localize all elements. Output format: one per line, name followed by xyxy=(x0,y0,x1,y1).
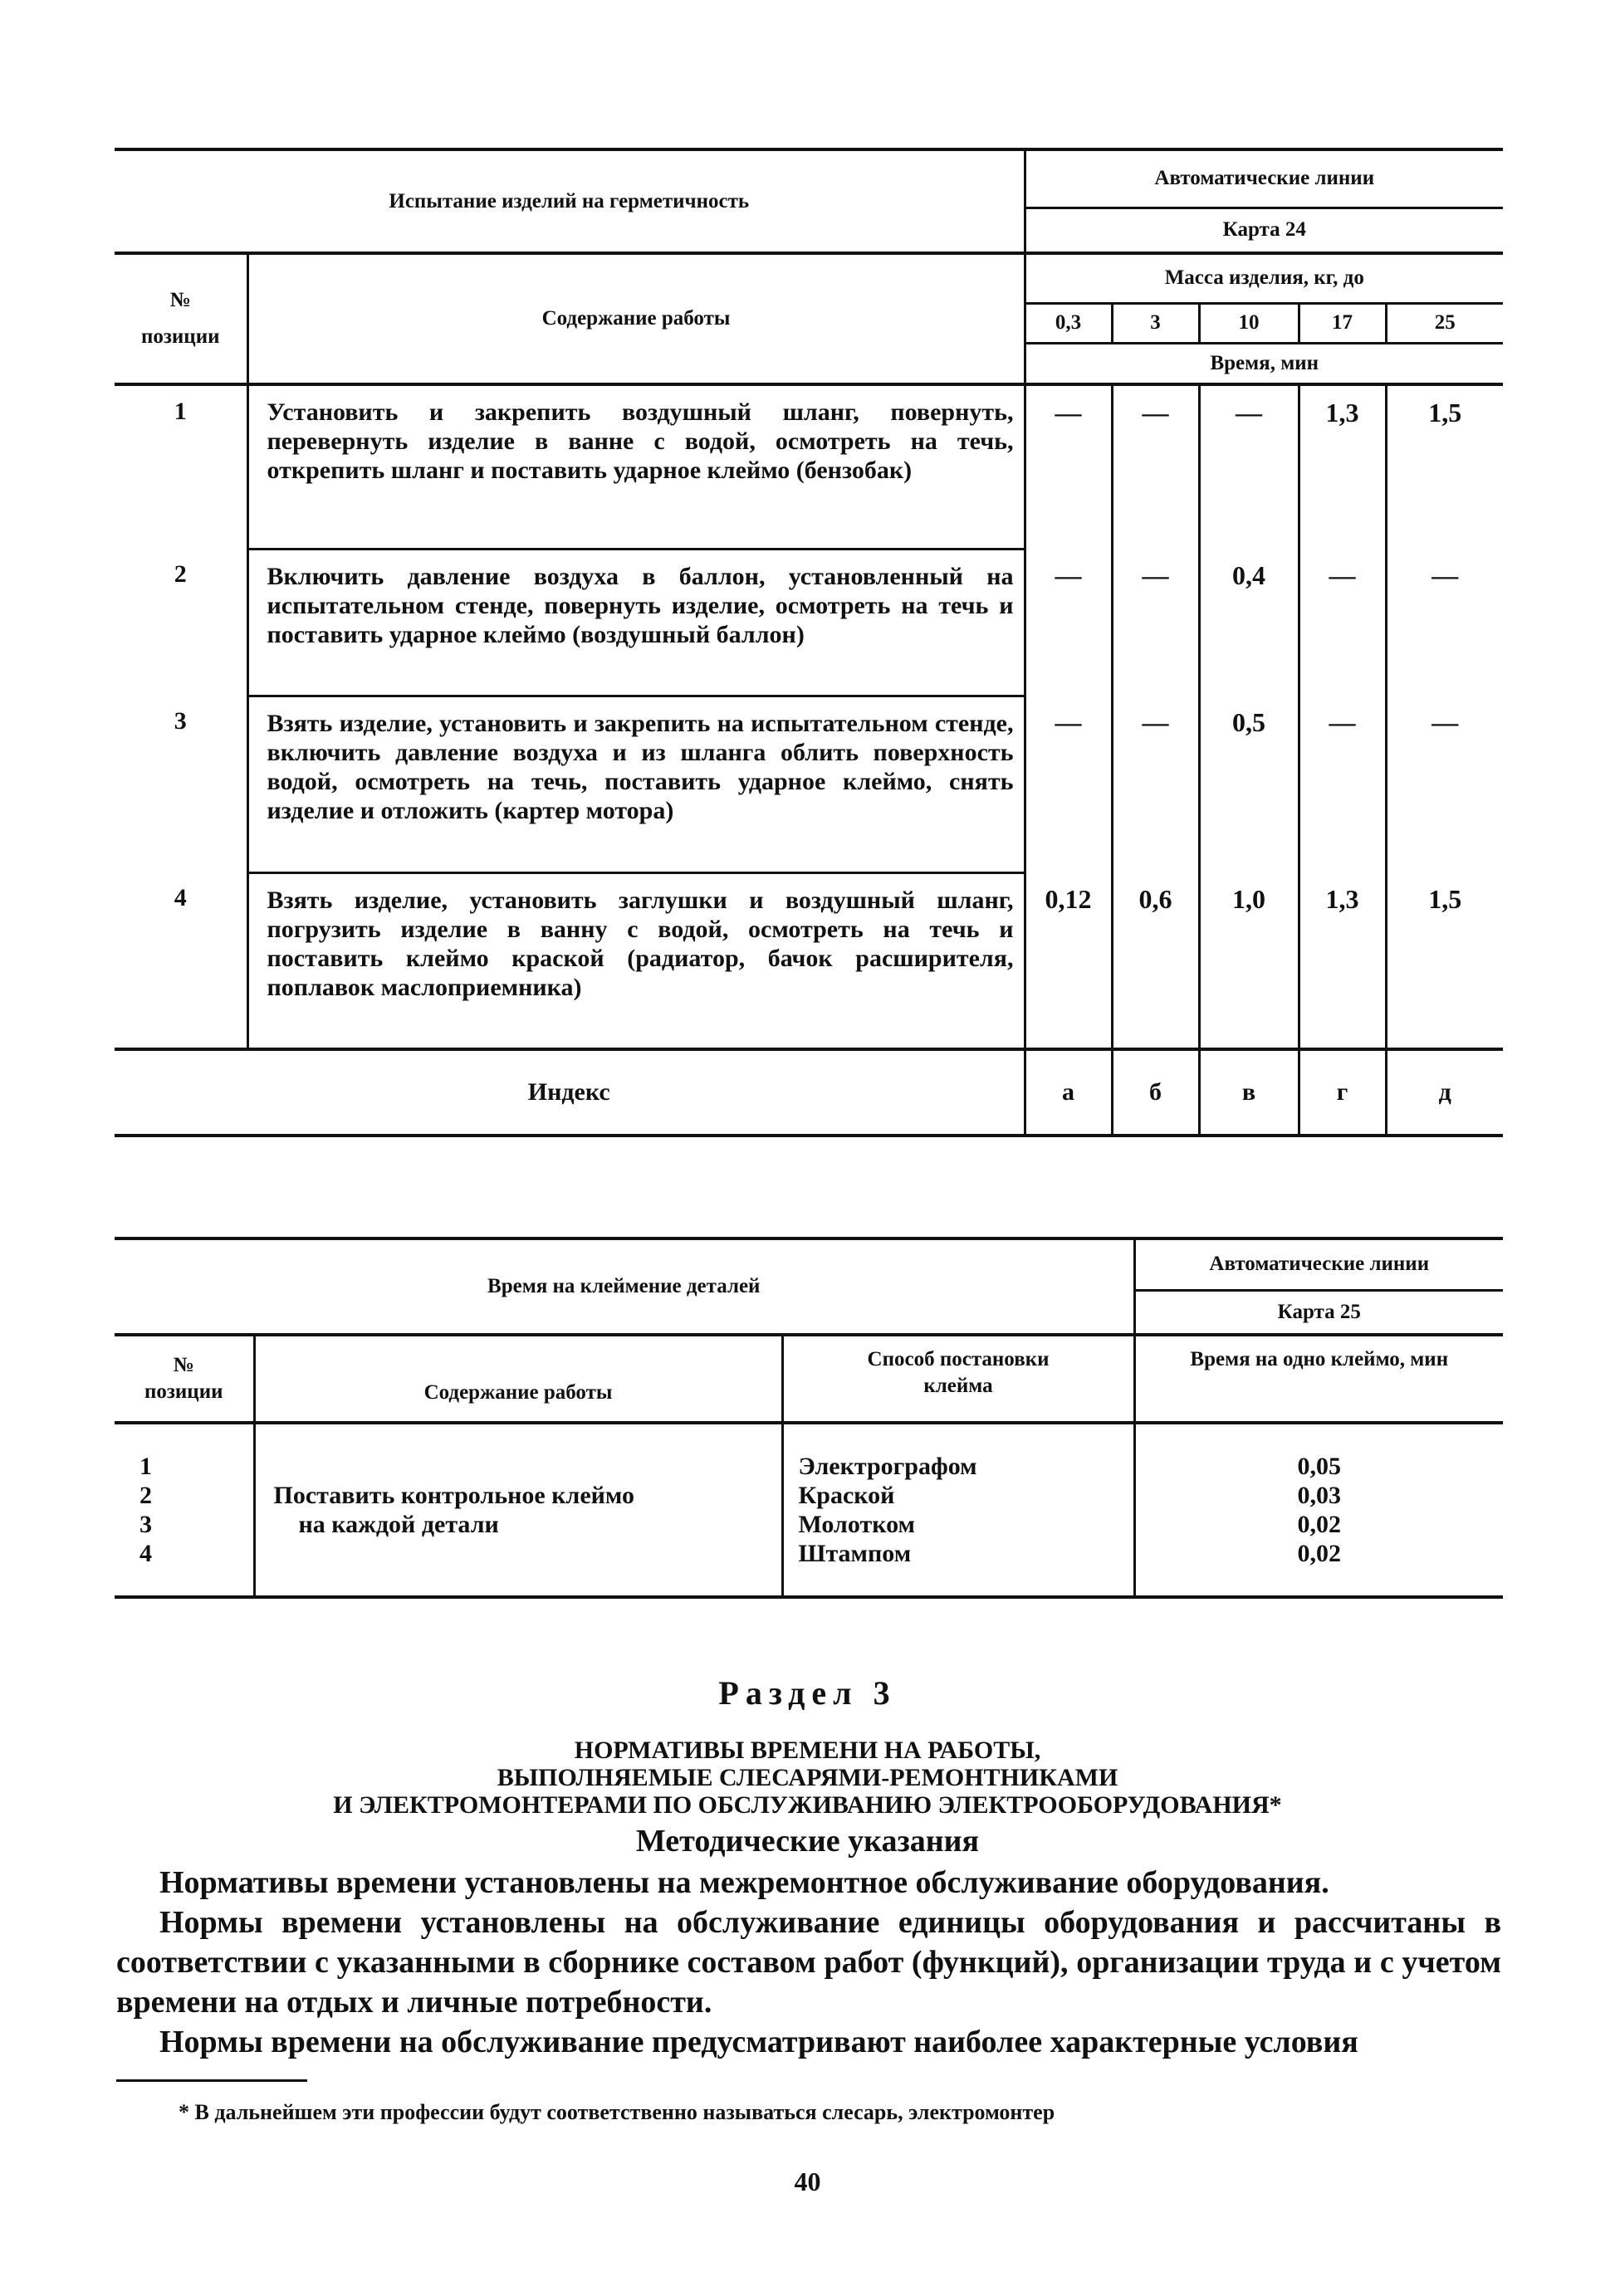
paragraph-1: Нормативы времени установлены на межремонтное обслуживание оборудования. xyxy=(159,1865,1329,1900)
card-25-category: Автоматические линии xyxy=(1134,1238,1503,1290)
row-value: 0,4 xyxy=(1199,549,1299,696)
index-label: Индекс xyxy=(115,1049,1025,1136)
card-25-title: Время на клеймение деталей xyxy=(115,1238,1134,1335)
table-row xyxy=(115,549,1503,696)
row-positions: 1 2 3 4 xyxy=(115,1423,254,1597)
method-header: Способ постановки клейма xyxy=(782,1335,1134,1423)
table-row xyxy=(115,872,1503,1049)
row-text: Поставить контрольное клеймо на каждой детали xyxy=(254,1423,782,1597)
row-text: Установить и закрепить воздушный шланг, повернуть, перевернуть изделие в ванне с водой, осмотреть на течь, открепить шланг и поставить ударное клеймо (бензобак) xyxy=(247,384,1025,549)
index-value: в xyxy=(1199,1049,1299,1136)
row-value: — xyxy=(1025,696,1112,872)
row-position: 4 xyxy=(115,872,247,1049)
mass-value: 25 xyxy=(1386,303,1503,343)
row-value: — xyxy=(1431,707,1459,737)
card-25-label: Карта 25 xyxy=(1134,1290,1503,1335)
mass-value: 3 xyxy=(1112,303,1199,343)
row-position: 1 xyxy=(115,384,247,549)
paragraph-2: Нормы времени установлены на обслуживание единицы оборудования и рассчитаны в соответствии с указанными в сборнике составом работ (функций), организации труда и с учетом времени на отдых и личные потребности. xyxy=(116,1905,1501,2020)
time-header: Время, мин xyxy=(1025,343,1503,384)
section-subtitle: Методические указания xyxy=(635,1824,980,1859)
row-text: Взять изделие, установить и закрепить на испытательном стенде, включить давление воздуха и из шланга облить поверхность водой, осмотреть на течь, поставить ударное клеймо, снять изделие и отложить (картер мотора) xyxy=(247,696,1025,872)
card-24-label: Карта 24 xyxy=(1025,208,1503,253)
paragraph-3: Нормы времени на обслуживание предусматривают наиболее характерные условия xyxy=(159,2025,1358,2059)
index-value: а xyxy=(1025,1049,1112,1136)
index-row xyxy=(115,1049,1503,1136)
row-text: Включить давление воздуха в баллон, установленный на испытательном стенде, повернуть изделие, осмотреть на течь и поставить ударное клеймо (воздушный баллон) xyxy=(247,549,1025,696)
mass-value: 0,3 xyxy=(1025,303,1112,343)
section-number: Раздел 3 xyxy=(718,1674,897,1712)
section-title-line2: ВЫПОЛНЯЕМЫЕ СЛЕСАРЯМИ-РЕМОНТНИКАМИ xyxy=(497,1764,1118,1791)
footnote: * В дальнейшем эти профессии будут соответственно называться слесарь, электромонтер xyxy=(179,2100,1055,2124)
row-value: — xyxy=(1112,384,1199,549)
position-header: № позиции xyxy=(115,253,247,384)
table-row xyxy=(115,1423,1503,1597)
row-value: 0,5 xyxy=(1199,696,1299,872)
row-value: — xyxy=(1025,384,1112,549)
mass-header: Масса изделия, кг, до xyxy=(1025,253,1503,303)
card-25-table xyxy=(115,1237,1503,1599)
table-row xyxy=(115,696,1503,872)
row-text: Взять изделие, установить заглушки и воздушный шланг, погрузить изделие в ванну с водой, осмотреть на течь и поставить клеймо краской (радиатор, бачок расширителя, поплавок маслоприемника) xyxy=(247,872,1025,1049)
index-value: г xyxy=(1299,1049,1386,1136)
table-row xyxy=(115,384,1503,549)
row-value: — xyxy=(1112,549,1199,696)
row-value: — xyxy=(1299,549,1386,696)
mass-value: 17 xyxy=(1299,303,1386,343)
row-value: 1,3 xyxy=(1299,384,1386,549)
row-position: 3 xyxy=(115,696,247,872)
row-times: 0,05 0,03 0,02 0,02 xyxy=(1134,1423,1503,1597)
row-value: 1,5 xyxy=(1428,398,1462,427)
row-value: — xyxy=(1431,560,1459,590)
index-value: б xyxy=(1112,1049,1199,1136)
mass-value: 10 xyxy=(1199,303,1299,343)
row-value: — xyxy=(1199,384,1299,549)
card-24-title: Испытание изделий на герметичность xyxy=(115,149,1025,253)
time-header: Время на одно клеймо, мин xyxy=(1134,1335,1503,1423)
work-header: Содержание работы xyxy=(247,253,1025,384)
row-value: — xyxy=(1025,549,1112,696)
page-number: 40 xyxy=(794,2167,821,2196)
row-value: — xyxy=(1112,696,1199,872)
card-24-table xyxy=(115,148,1503,1137)
row-value: 1,0 xyxy=(1199,872,1299,1049)
index-value: д xyxy=(1386,1049,1503,1136)
section-title-line1: НОРМАТИВЫ ВРЕМЕНИ НА РАБОТЫ, xyxy=(574,1737,1041,1764)
row-position: 2 xyxy=(115,549,247,696)
work-header: Содержание работы xyxy=(254,1335,782,1423)
section-title-line3: И ЭЛЕКТРОМОНТЕРАМИ ПО ОБСЛУЖИВАНИЮ ЭЛЕКТРООБОРУДОВАНИЯ* xyxy=(333,1791,1282,1819)
footnote-divider xyxy=(116,2079,307,2082)
row-value: — xyxy=(1299,696,1386,872)
row-value: 1,3 xyxy=(1299,872,1386,1049)
row-value: 0,12 xyxy=(1025,872,1112,1049)
card-24-category: Автоматические линии xyxy=(1025,149,1503,208)
row-value: 1,5 xyxy=(1428,884,1462,914)
row-methods: Электрографом Краской Молотком Штампом xyxy=(782,1423,1134,1597)
row-value: 0,6 xyxy=(1112,872,1199,1049)
position-header: № позиции xyxy=(115,1335,254,1423)
